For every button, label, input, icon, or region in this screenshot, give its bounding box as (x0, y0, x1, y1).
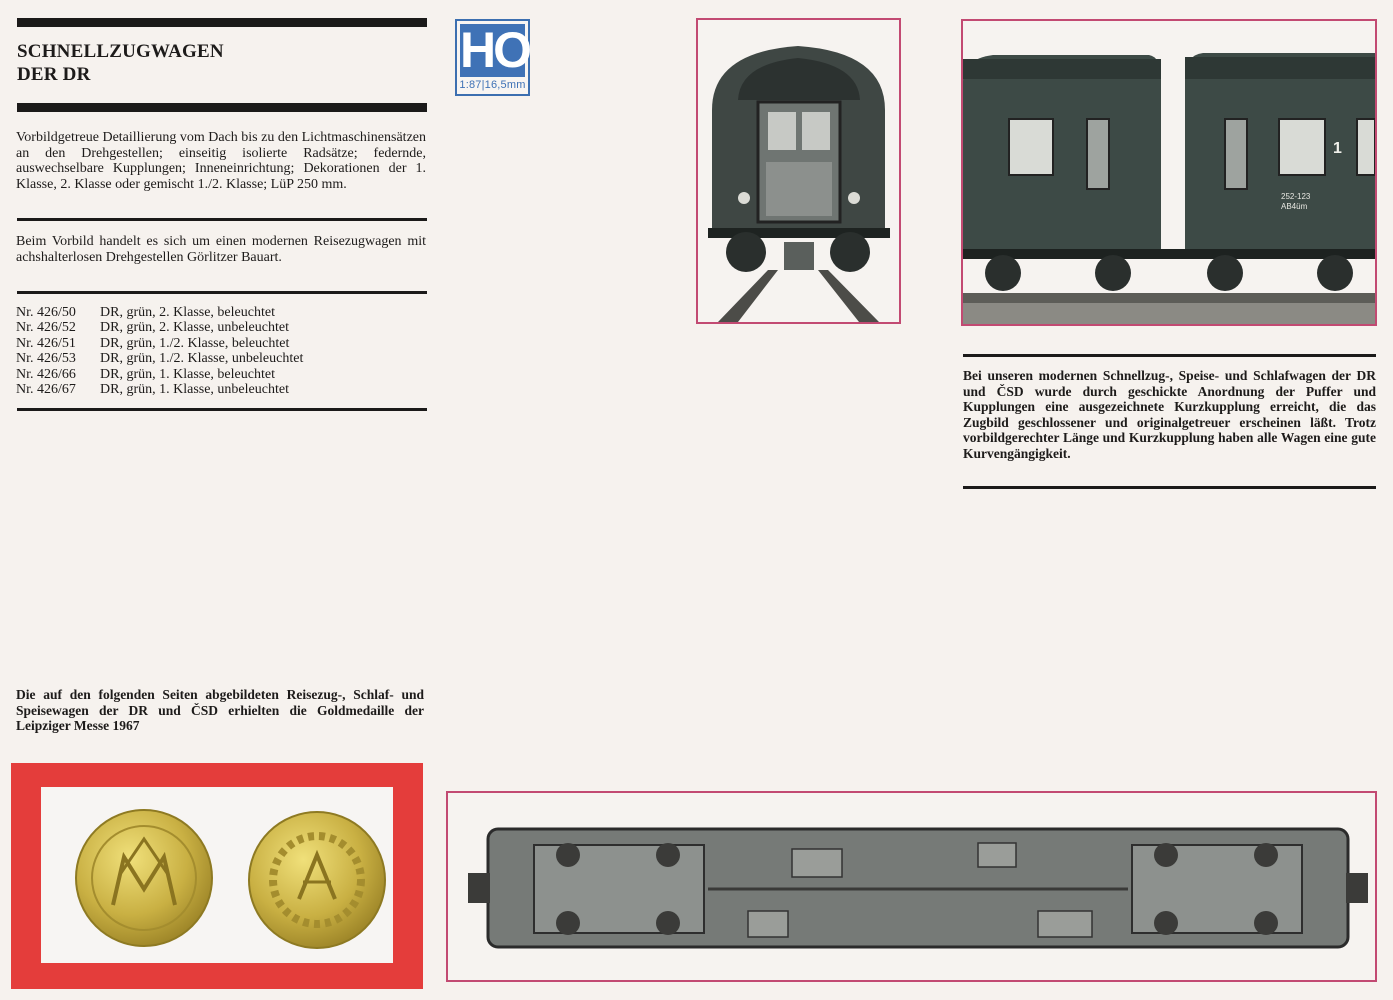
catalog-description: DR, grün, 1. Klasse, beleuchtet (100, 366, 275, 382)
page-title (17, 40, 224, 86)
catalog-number: Nr. 426/51 (16, 335, 76, 351)
medal-ddr-emblem-icon (249, 812, 385, 948)
divider-1 (17, 218, 427, 221)
ho-scale-badge (455, 19, 530, 96)
catalog-number: Nr. 426/52 (16, 320, 76, 336)
catalog-row (16, 320, 303, 335)
catalog-description: DR, grün, 1. Klasse, unbeleuchtet (100, 382, 289, 398)
note-rule-bottom (963, 486, 1376, 489)
catalog-description: DR, grün, 2. Klasse, beleuchtet (100, 305, 275, 320)
catalog-row (16, 382, 303, 397)
ho-label: HO (460, 22, 529, 78)
side-view-illustration (963, 21, 1375, 324)
front-view-illustration (698, 20, 899, 322)
catalog-list (16, 305, 303, 397)
catalog-number: Nr. 426/50 (16, 305, 76, 320)
coupling-note: Bei unseren modernen Schnellzug-, Speise- und Schlafwagen der DR und ČSD wurde durch geschickte Anordnung der Puffer und Kupplungen eine ausgezeichnete Kurzkupplung erreicht, die das Zugbild geschlossener und originalgetreuer erscheinen läßt. Trotz vorbildgerechter Länge und Kurzkupplung haben alle Wagen eine gute Kurvengängigkeit. (963, 368, 1376, 461)
catalog-description: DR, grün, 1./2. Klasse, unbeleuchtet (100, 351, 304, 367)
front-view-photo (696, 18, 901, 324)
catalog-description: DR, grün, 1./2. Klasse, beleuchtet (100, 335, 290, 351)
note-rule-top (963, 354, 1376, 357)
prototype-text: Beim Vorbild handelt es sich um einen modernen Reisezugwagen mit achshalterlosen Drehgestellen Görlitzer Bauart. (16, 234, 426, 265)
car-number: 252-123 (1281, 192, 1311, 201)
car-class: AB4üm (1281, 202, 1308, 211)
catalog-number: Nr. 426/53 (16, 351, 76, 367)
catalog-row (16, 336, 303, 351)
underside-photo (446, 791, 1377, 982)
catalog-number: Nr. 426/66 (16, 366, 76, 382)
top-rule (17, 18, 427, 27)
underside-illustration (448, 793, 1375, 980)
ho-scale-text: 1:87|16,5mm (459, 79, 526, 91)
description-text: Vorbildgetreue Detaillierung vom Dach bis zu den Lichtmaschinensätzen an den Drehgestellen; einseitig isolierte Radsätze; federnde, auswechselbare Kupplungen; Inneneinrichtung; Dekorationen der 1. Klasse, 2. Klasse oder gemischt 1./2. Klasse; LüP 250 mm. (16, 130, 426, 192)
catalog-description: DR, grün, 2. Klasse, unbeleuchtet (100, 320, 289, 336)
medals-illustration (41, 787, 393, 963)
side-view-photo (961, 19, 1377, 326)
medal-note: Die auf den folgenden Seiten abgebildeten Reisezug-, Schlaf- und Speisewagen der DR und ČSD erhielten die Goldmedaille der Leipziger Messe 1967 (16, 687, 424, 734)
medal-panel (11, 763, 423, 989)
title-rule (17, 103, 427, 112)
medal-panel-inner (41, 787, 393, 963)
divider-3 (17, 408, 427, 411)
catalog-row (16, 305, 303, 320)
title-line-2: DER DR (17, 64, 91, 85)
catalog-row (16, 367, 303, 382)
class-mark: 1 (1333, 140, 1342, 157)
medal-leipzig-icon (76, 810, 212, 946)
divider-2 (17, 291, 427, 294)
catalog-row (16, 351, 303, 366)
catalog-number: Nr. 426/67 (16, 382, 76, 398)
title-line-1: SCHNELLZUGWAGEN (17, 41, 224, 62)
